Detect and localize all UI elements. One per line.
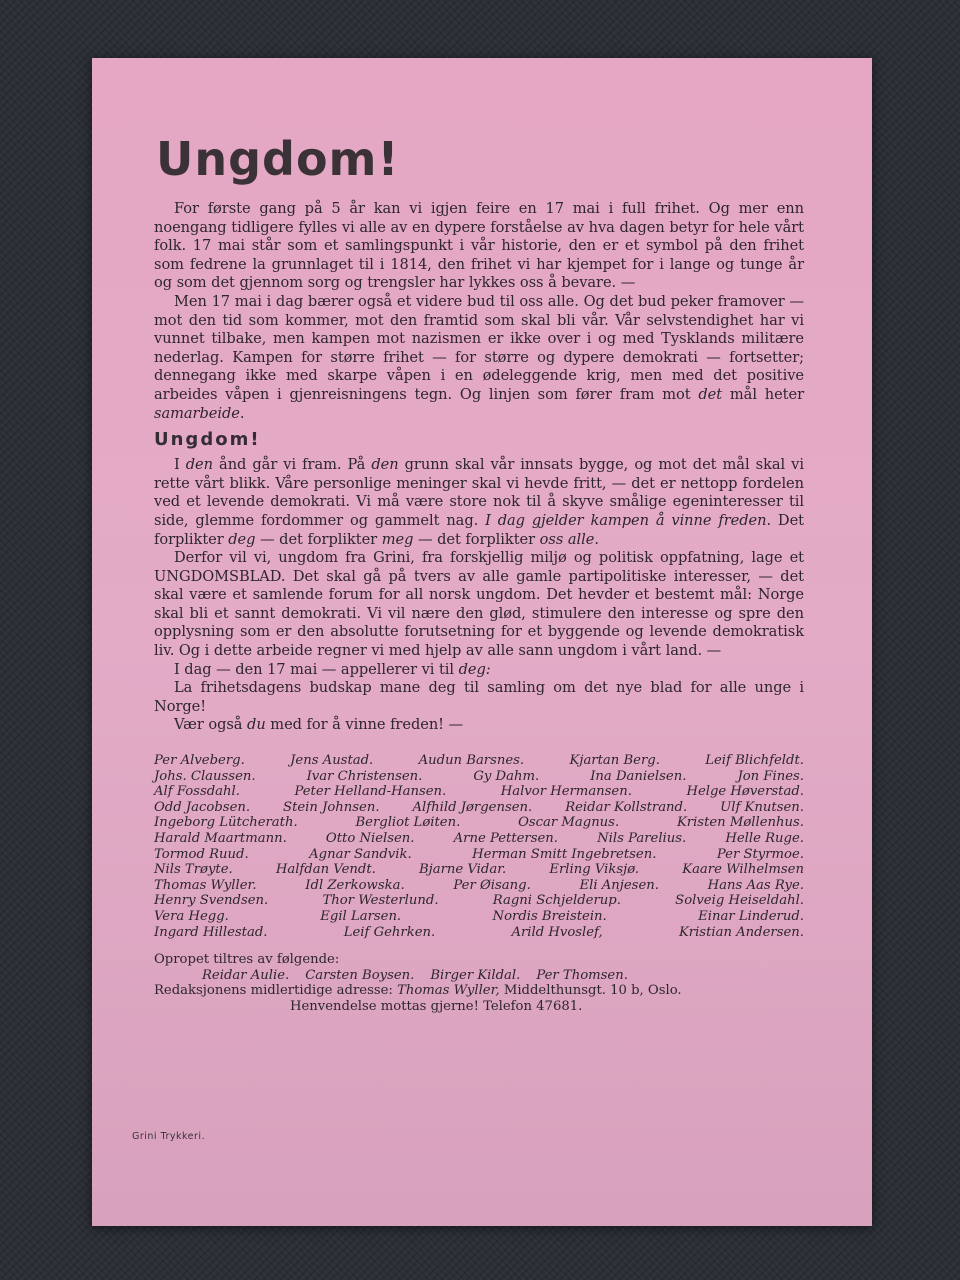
signatory-name: Erling Viksjø. — [549, 862, 640, 878]
paragraph — [154, 293, 804, 423]
signatory-name: Otto Nielsen. — [325, 831, 415, 846]
signatory-name: Nils Trøyte. — [154, 862, 233, 878]
paragraph-text: — det forplikter — [413, 530, 540, 548]
signatory-name: Arne Pettersen. — [453, 831, 558, 846]
signatory-name: Halfdan Vendt. — [275, 862, 376, 878]
signatory-name: Oscar Magnus. — [518, 815, 620, 831]
signatory-row — [154, 862, 804, 878]
signatory-name: Leif Gehrken. — [343, 924, 436, 940]
endorsement-block — [154, 952, 804, 1014]
signatory-name: Herman Smitt Ingebretsen. — [472, 846, 657, 862]
endorser-name: Per Thomsen. — [536, 967, 628, 983]
signatory-name: Peter Helland-Hansen. — [294, 784, 447, 800]
signatory-row — [154, 800, 804, 816]
signatory-name: Gy Dahm. — [473, 768, 540, 784]
signatory-name: Johs. Claussen. — [154, 768, 256, 784]
paragraph — [154, 716, 804, 735]
signatory-name: Alfhild Jørgensen. — [412, 799, 533, 815]
signatory-row — [154, 893, 804, 909]
section-subtitle: Ungdom! — [154, 429, 261, 451]
address-rest: Middelthunsgt. 10 b, Oslo. — [499, 983, 682, 999]
paragraph-text: Det forplikter — [154, 511, 804, 548]
paragraph-text: I dag — den 17 mai — appellerer vi til — [174, 660, 459, 678]
signatory-name: Alf Fossdahl. — [154, 784, 240, 800]
signatory-name: Ragni Schjelderup. — [492, 893, 621, 909]
leaflet-sheet — [92, 58, 872, 1226]
paragraph-text: For første gang på 5 år kan vi igjen feire en 17 mai i full frihet. Og mer enn noengang tidligere fylles vi alle av en dypere forståelse av hva dagen betyr for hele vårt folk. 17 mai står som et samlingspunkt i vår historie, den er et symbol på den frihet som fedrene la grunnlaget til i 1814, den frihet vi har kjempet for i lange og tunge år og som det gjennom sorg og trengsler har lykkes oss å bevare. — — [154, 200, 804, 292]
signatory-row — [154, 847, 804, 863]
signatory-name: Idl Zerkowska. — [305, 877, 405, 893]
printer-imprint: Grini Trykkeri. — [132, 1131, 206, 1142]
signatory-name: Jens Austad. — [290, 753, 374, 769]
signatory-name: Arild Hvoslef, — [511, 924, 603, 940]
leaflet-content — [154, 132, 804, 1015]
paragraph-text: Men 17 mai i dag bærer også et videre bud til oss alle. Og det bud peker framover — mot den tid som kommer, mot den framtid som skal bli vår. Vår selvstendighet har vi vunnet tilbake, men kampen mot nazismen er ikke over i og med Tysklands militære nederlag. Kampen for større frihet — for større og dypere demokrati — fortsetter; dennegang ikke med skarpe våpen i en ødeleggende krig, men med det positive arbeides våpen i gjenreisningens tegn. Og linjen som fører fram mot — [154, 292, 804, 403]
paragraph-text: I — [174, 456, 186, 474]
signatory-name: Odd Jacobsen. — [154, 799, 251, 815]
signatory-name: Kjartan Berg. — [569, 753, 660, 769]
signatory-row — [154, 925, 804, 941]
signatory-name: Nils Parelius. — [597, 831, 687, 846]
editorial-address — [154, 983, 804, 999]
signatory-name: Bjarne Vidar. — [418, 862, 507, 878]
signatory-name: Agnar Sandvik. — [309, 846, 412, 862]
signatory-name: Helge Høverstad. — [686, 784, 804, 800]
signatory-name: Helle Ruge. — [725, 831, 804, 846]
paragraph — [154, 456, 804, 549]
signatory-name: Ingard Hillestad. — [154, 924, 268, 940]
signatory-name: Audun Barsnes. — [418, 753, 525, 769]
signatory-row — [154, 769, 804, 785]
paragraph — [154, 661, 804, 680]
signatory-name: Stein Johnsen. — [283, 799, 380, 815]
signatory-name: Thomas Wyller. — [154, 877, 257, 893]
signatory-name: Kristian Andersen. — [678, 924, 804, 940]
signatories-list — [154, 753, 804, 940]
signatory-name: Ingeborg Lütcherath. — [154, 815, 298, 831]
signatory-name: Halvor Hermansen. — [500, 784, 632, 800]
signatory-name: Hans Aas Rye. — [707, 877, 804, 893]
paragraph-text: . — [239, 404, 245, 422]
paragraph — [154, 200, 804, 293]
paragraph-text: Vær også — [174, 716, 248, 734]
contact-line: Henvendelse mottas gjerne! Telefon 47681. — [290, 998, 583, 1014]
endorsement-names — [154, 968, 804, 984]
address-prefix: Redaksjonens midlertidige adresse: — [154, 983, 398, 999]
signatory-name: Henry Svendsen. — [154, 893, 269, 909]
signatory-name: Thor Westerlund. — [322, 893, 439, 909]
signatory-name: Eli Anjesen. — [579, 877, 659, 893]
address-name: Thomas Wyller, — [397, 983, 500, 999]
emphasis-text: du — [247, 716, 266, 734]
endorser-name: Reidar Aulie. — [202, 967, 290, 983]
paragraph — [154, 549, 804, 661]
emphasis-text: den — [371, 456, 399, 474]
paragraph-text: La frihetsdagens budskap mane deg til samling om det nye blad for alle unge i Norge! — [154, 679, 804, 715]
signatory-name: Harald Maartmann. — [154, 831, 287, 846]
paragraph — [154, 679, 804, 716]
signatory-name: Reidar Kollstrand. — [565, 799, 688, 815]
signatory-name: Jon Fines. — [737, 768, 804, 784]
paragraph-text: — det forplikter — [255, 530, 382, 548]
signatory-name: Per Øisang. — [453, 877, 531, 893]
signatory-name: Einar Linderud. — [698, 908, 804, 924]
signatory-name: Vera Hegg. — [154, 908, 229, 924]
paragraph-text: grunn skal vår innsats bygge, og mot det mål skal vi rette vårt blikk. Våre personlige meninger skal vi hevde fritt, — det er nettopp fordelen ved et levende demokrati. Vi må være store nok til å skyve smålige egeninteresser til side, glemme fordommer og gammelt nag. — [154, 456, 804, 529]
signatory-row — [154, 878, 804, 894]
emphasis-text: deg — [228, 530, 256, 548]
paragraph-text: ånd går vi fram. På — [213, 456, 372, 474]
signatory-row — [154, 909, 804, 925]
signatory-name: Ivar Christensen. — [306, 768, 423, 784]
paragraph-text: med for å vinne freden! — — [265, 716, 464, 734]
emphasis-text: deg: — [458, 660, 491, 678]
signatory-name: Egil Larsen. — [320, 908, 402, 924]
signatory-row — [154, 784, 804, 800]
body-paragraphs — [154, 456, 804, 735]
signatory-row — [154, 831, 804, 847]
signatory-name: Kaare Wilhelmsen — [682, 862, 804, 878]
paragraph-text: mål heter — [722, 385, 804, 403]
page-title: Ungdom! — [156, 132, 400, 186]
signatory-name: Kristen Møllenhus. — [676, 815, 804, 831]
emphasis-text: I dag gjelder kampen å vinne freden. — [485, 511, 772, 529]
emphasis-text: oss alle. — [539, 530, 599, 548]
emphasis-text: den — [185, 456, 213, 474]
signatory-row — [154, 753, 804, 769]
signatory-name: Solveig Heiseldahl. — [675, 893, 804, 909]
emphasis-text: det — [698, 385, 723, 403]
endorser-name: Carsten Boysen. — [305, 967, 415, 983]
signatory-name: Leif Blichfeldt. — [705, 753, 804, 769]
signatory-name: Per Alveberg. — [154, 753, 245, 769]
endorsement-label: Opropet tiltres av følgende: — [154, 952, 340, 968]
signatory-name: Bergliot Løiten. — [355, 815, 461, 831]
emphasis-text: meg — [381, 530, 414, 548]
emphasis-text: samarbeide — [154, 404, 240, 422]
signatory-name: Nordis Breistein. — [492, 908, 607, 924]
endorser-name: Birger Kildal. — [430, 967, 521, 983]
paragraph-text: Derfor vil vi, ungdom fra Grini, fra forskjellig miljø og politisk oppfatning, lage et UNGDOMSBLAD. Det skal gå på tvers av alle gamle partipolitiske interesser, — det skal være et samlende forum for all norsk ungdom. Det hevder et bestemt mål: Norge skal bli et sannt demokrati. Vi vil nære den glød, stimulere den interesse og spre den opplysning som er den absolutte forutsetning for et byggende og levende demokratisk liv. Og i dette arbeide regner vi med hjelp av alle sann ungdom i vårt land. — — [154, 549, 804, 660]
signatory-name: Ina Danielsen. — [590, 768, 687, 784]
signatory-row — [154, 815, 804, 831]
intro-paragraphs — [154, 200, 804, 423]
signatory-name: Ulf Knutsen. — [720, 799, 804, 815]
signatory-name: Tormod Ruud. — [154, 846, 249, 862]
signatory-name: Per Styrmoe. — [716, 846, 804, 862]
